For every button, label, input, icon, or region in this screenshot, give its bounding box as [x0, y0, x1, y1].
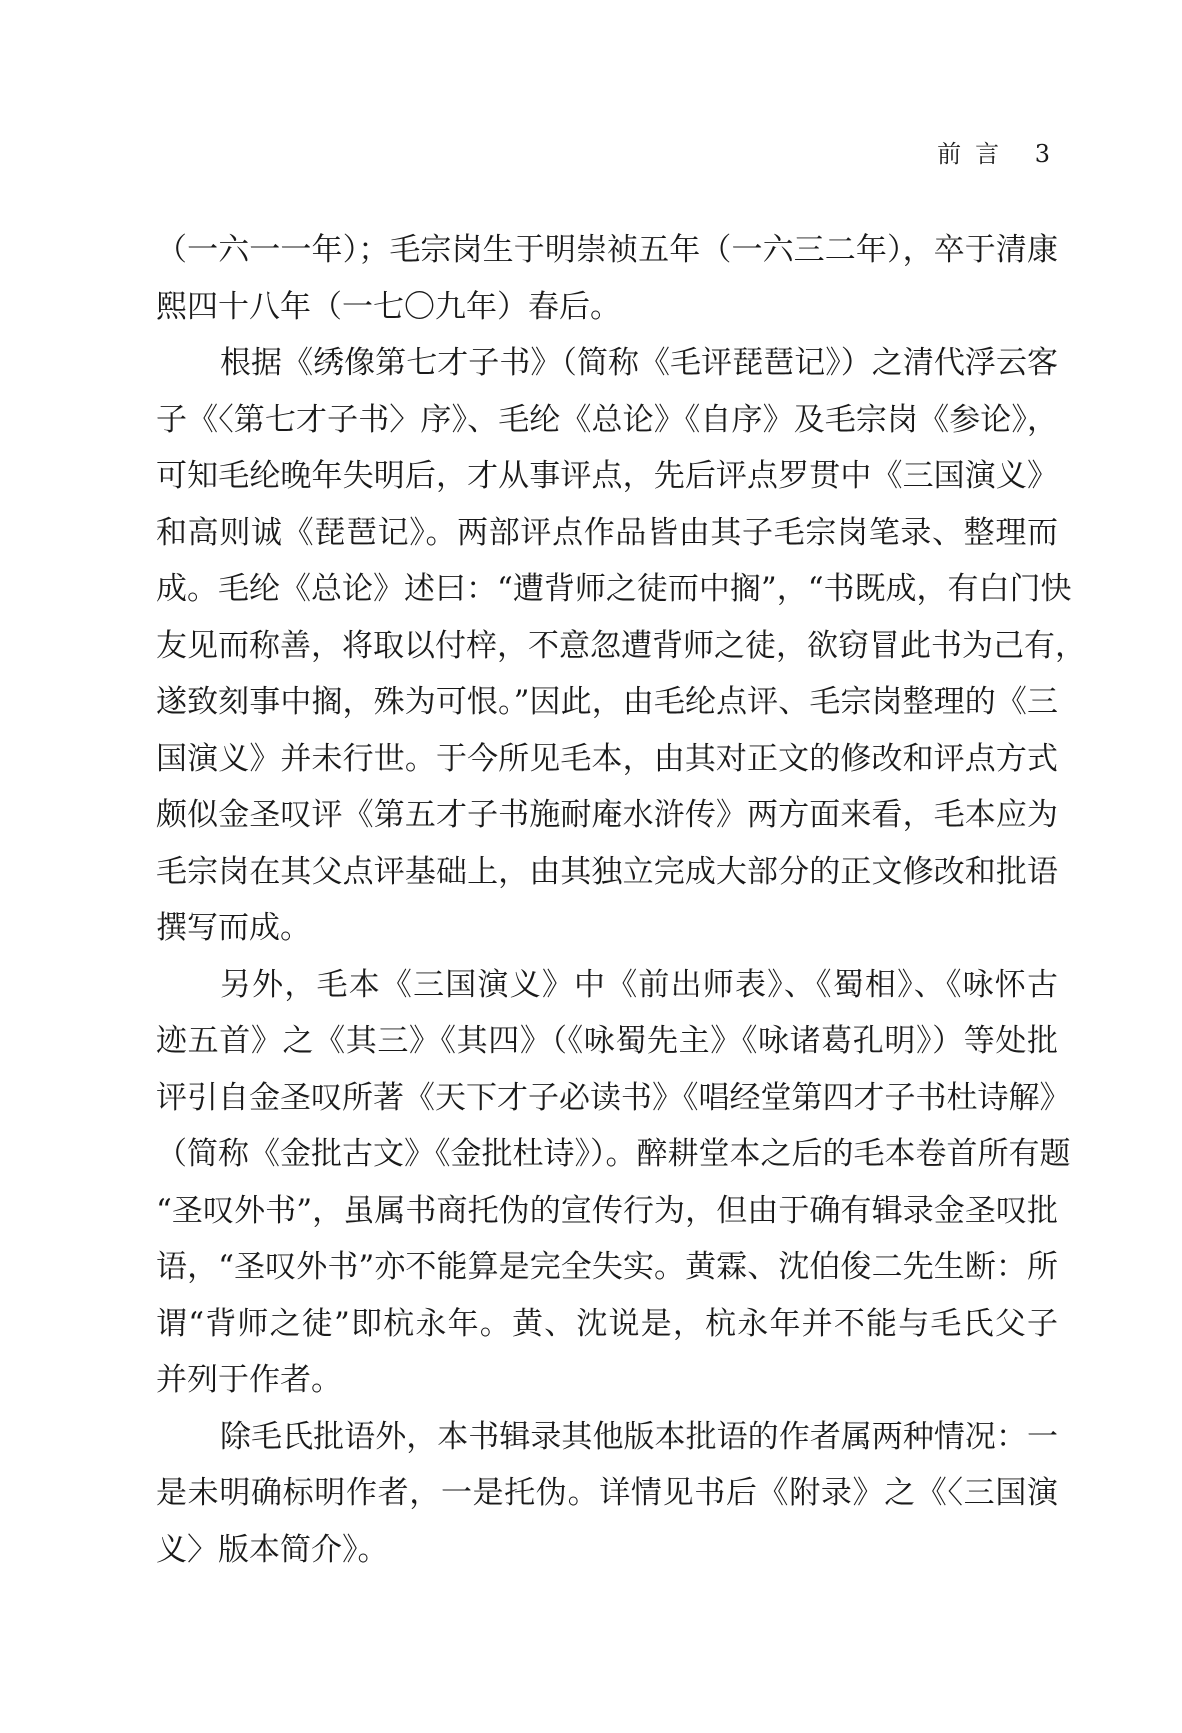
text-line: 语，“圣叹外书”亦不能算是完全失实。黄霖、沈伯俊二先生断：所: [156, 1249, 1058, 1285]
paragraph: [156, 1409, 1058, 1579]
text-line: 是未明确标明作者，一是托伪。详情见书后《附录》之《〈三国演: [156, 1475, 1058, 1511]
text-line: 谓“背师之徒”即杭永年。黄、沈说是，杭永年并不能与毛氏父子: [156, 1305, 1058, 1342]
text-line: 根据《绣像第七才子书》（简称《毛评琵琶记》）之清代浮云客: [220, 345, 1058, 381]
text-line: 另外，毛本《三国演义》中《前出师表》、《蜀相》、《咏怀古: [220, 966, 1058, 1003]
body-text: [156, 222, 1086, 1578]
text-line: 颇似金圣叹评《第五才子书施耐庵水浒传》两方面来看，毛本应为: [156, 797, 1058, 833]
text-line: 可知毛纶晚年失明后，才从事评点，先后评点罗贯中《三国演义》: [156, 458, 1058, 494]
text-line: 迹五首》之《其三》《其四》（《咏蜀先主》《咏诸葛孔明》）等处批: [156, 1023, 1058, 1059]
paragraph: [156, 957, 1071, 1409]
text-line: 熙四十八年（一七〇九年）春后。: [156, 288, 621, 325]
text-line: 毛宗岗在其父点评基础上，由其独立完成大部分的正文修改和批语: [156, 853, 1058, 890]
text-line: 并列于作者。: [156, 1362, 342, 1398]
text-line: 友见而称善，将取以付梓，不意忽遭背师之徒，欲窃冒此书为己有，: [156, 627, 1086, 664]
text-line: 成。毛纶《总论》述曰：“遭背师之徒而中搁”，“书既成，有白门快: [156, 571, 1072, 607]
text-line: （简称《金批古文》《金批杜诗》）。醉耕堂本之后的毛本卷首所有题: [156, 1136, 1071, 1172]
text-line: 除毛氏批语外，本书辑录其他版本批语的作者属两种情况：一: [220, 1418, 1058, 1455]
text-line: （一六一一年）；毛宗岗生于明崇祯五年（一六三二年），卒于清康: [156, 232, 1058, 268]
text-line: 子《〈第七才子书〉序》、毛纶《总论》《自序》及毛宗岗《参论》，: [156, 401, 1058, 438]
text-line: 国演义》并未行世。于今所见毛本，由其对正文的修改和评点方式: [156, 740, 1058, 777]
page-number: 3: [1034, 140, 1052, 168]
text-line: 遂致刻事中搁，殊为可恨。”因此，由毛纶点评、毛宗岗整理的《三: [156, 684, 1058, 720]
text-line: 义〉版本简介》。: [156, 1531, 389, 1568]
text-line: 评引自金圣叹所著《天下才子必读书》《唱经堂第四才子书杜诗解》: [156, 1079, 1071, 1116]
paragraph: [156, 335, 1086, 957]
section-title: 前言: [937, 140, 1014, 168]
running-header: [937, 134, 1052, 169]
text-line: “圣叹外书”，虽属书商托伪的宣传行为，但由于确有辑录金圣叹批: [156, 1192, 1058, 1229]
text-line: 和高则诚《琵琶记》。两部评点作品皆由其子毛宗岗笔录、整理而: [156, 514, 1058, 551]
paragraph: [156, 222, 1058, 335]
text-line: 撰写而成。: [156, 910, 311, 946]
